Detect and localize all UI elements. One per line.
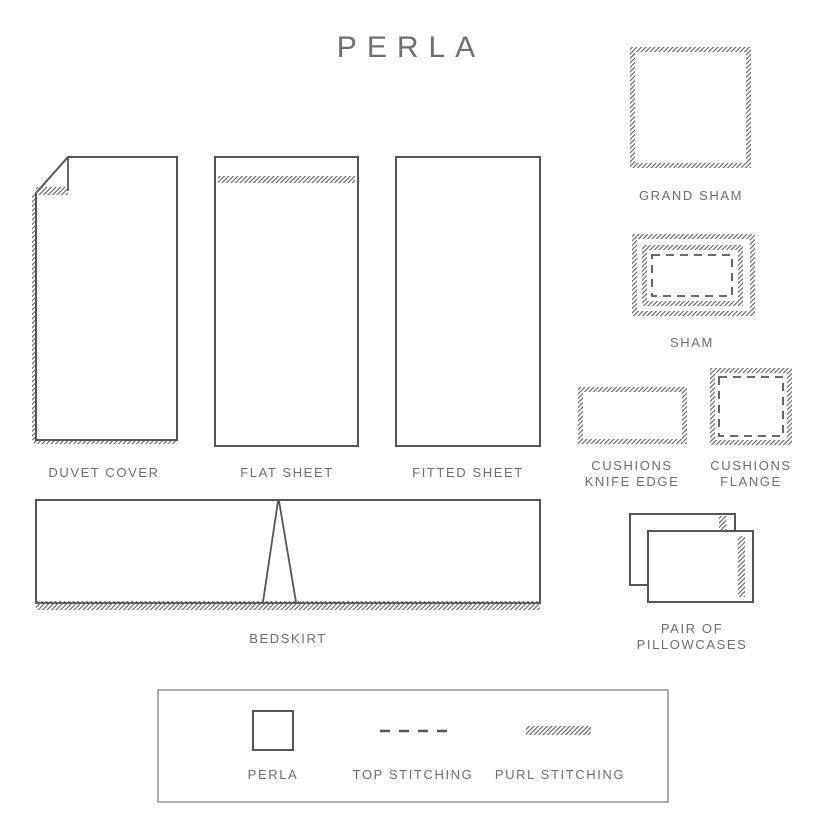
legend-top-stitching-label: TOP STITCHING [352, 767, 474, 782]
cushions-flange-label-line1: CUSHIONS [710, 458, 792, 473]
cushions-knife-edge-label-line2: KNIFE EDGE [584, 474, 680, 489]
duvet-body [36, 157, 177, 440]
cushions-knife-edge-diagram [578, 387, 687, 444]
sham-diagram [632, 234, 755, 316]
flat-sheet-purl-stitching [218, 176, 355, 183]
pillowcases-diagram [630, 514, 753, 602]
fitted-sheet-label: FITTED SHEET [412, 465, 524, 480]
pillowcases-label-line1: PAIR OF [660, 621, 724, 636]
page-title: PERLA [336, 31, 486, 64]
legend-purl-stitching-label: PURL STITCHING [494, 767, 626, 782]
duvet-cover-label: DUVET COVER [48, 465, 160, 480]
grand-sham-label: GRAND SHAM [638, 188, 744, 203]
bedskirt-label: BEDSKIRT [249, 631, 327, 646]
sham-body [647, 250, 738, 301]
grand-sham-diagram [630, 47, 751, 168]
flat-sheet-body [215, 157, 358, 446]
cushions-knife-edge-label-line1: CUSHIONS [591, 458, 673, 473]
duvet-fold-purl-stitching [36, 187, 68, 195]
cushions-knife-edge-label [585, 458, 680, 490]
bedskirt-diagram [36, 500, 540, 610]
legend-purl-stitching-sample [526, 726, 591, 735]
flat-sheet-diagram [215, 157, 358, 446]
pillowcases-label [637, 621, 748, 653]
cushions-flange-label [710, 458, 791, 490]
flange-body [715, 373, 787, 440]
legend-fabric-swatch-label: PERLA [247, 767, 299, 782]
sham-label: SHAM [670, 335, 714, 350]
flat-sheet-label: FLAT SHEET [240, 465, 334, 480]
grand-sham-body [635, 52, 746, 163]
fitted-sheet-body [396, 157, 540, 446]
pillowcase-front-purl-cuff [738, 536, 745, 597]
legend-diagram [158, 690, 668, 802]
pillowcases-label-line2: PILLOWCASES [636, 637, 748, 652]
knife-edge-body [583, 392, 682, 439]
cushions-flange-diagram [710, 368, 792, 445]
legend-fabric-swatch [253, 711, 293, 750]
fitted-sheet-diagram [396, 157, 540, 446]
bedskirt-purl-hem [36, 601, 540, 610]
cushions-flange-label-line2: FLANGE [720, 474, 782, 489]
pillowcase-front [648, 531, 753, 602]
legend-border [158, 690, 668, 802]
duvet-cover-diagram [32, 157, 177, 444]
